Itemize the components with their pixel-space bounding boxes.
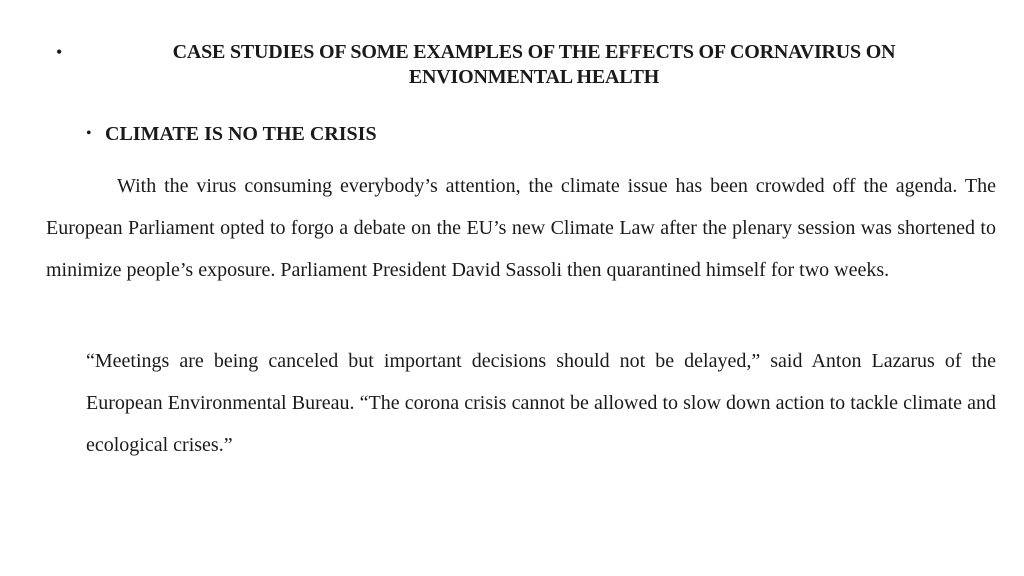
paragraph-quote: “Meetings are being canceled but important decisions should not be delayed,” said Anton Lazarus of the European Environmental Bureau. “The corona crisis cannot be allowed to slow down action to tackle climate and ecological crises.”	[86, 350, 996, 456]
section-heading: CLIMATE IS NO THE CRISIS	[105, 123, 377, 145]
heading-row	[56, 40, 976, 90]
heading-bullet-icon: •	[56, 42, 63, 62]
subheading-bullet-icon: •	[86, 125, 92, 142]
slide-title: CASE STUDIES OF SOME EXAMPLES OF THE EFFECTS OF CORNAVIRUS ON ENVIONMENTAL HEALTH	[172, 41, 896, 88]
subheading-row	[86, 121, 686, 147]
paragraph-climate-agenda: With the virus consuming everybody’s attention, the climate issue has been crowded off the agenda. The European Parliament opted to forgo a debate on the EU’s new Climate Law after the plenary session was shortened to minimize people’s exposure. Parliament President David Sassoli then quarantined himself for two weeks.	[46, 175, 996, 281]
